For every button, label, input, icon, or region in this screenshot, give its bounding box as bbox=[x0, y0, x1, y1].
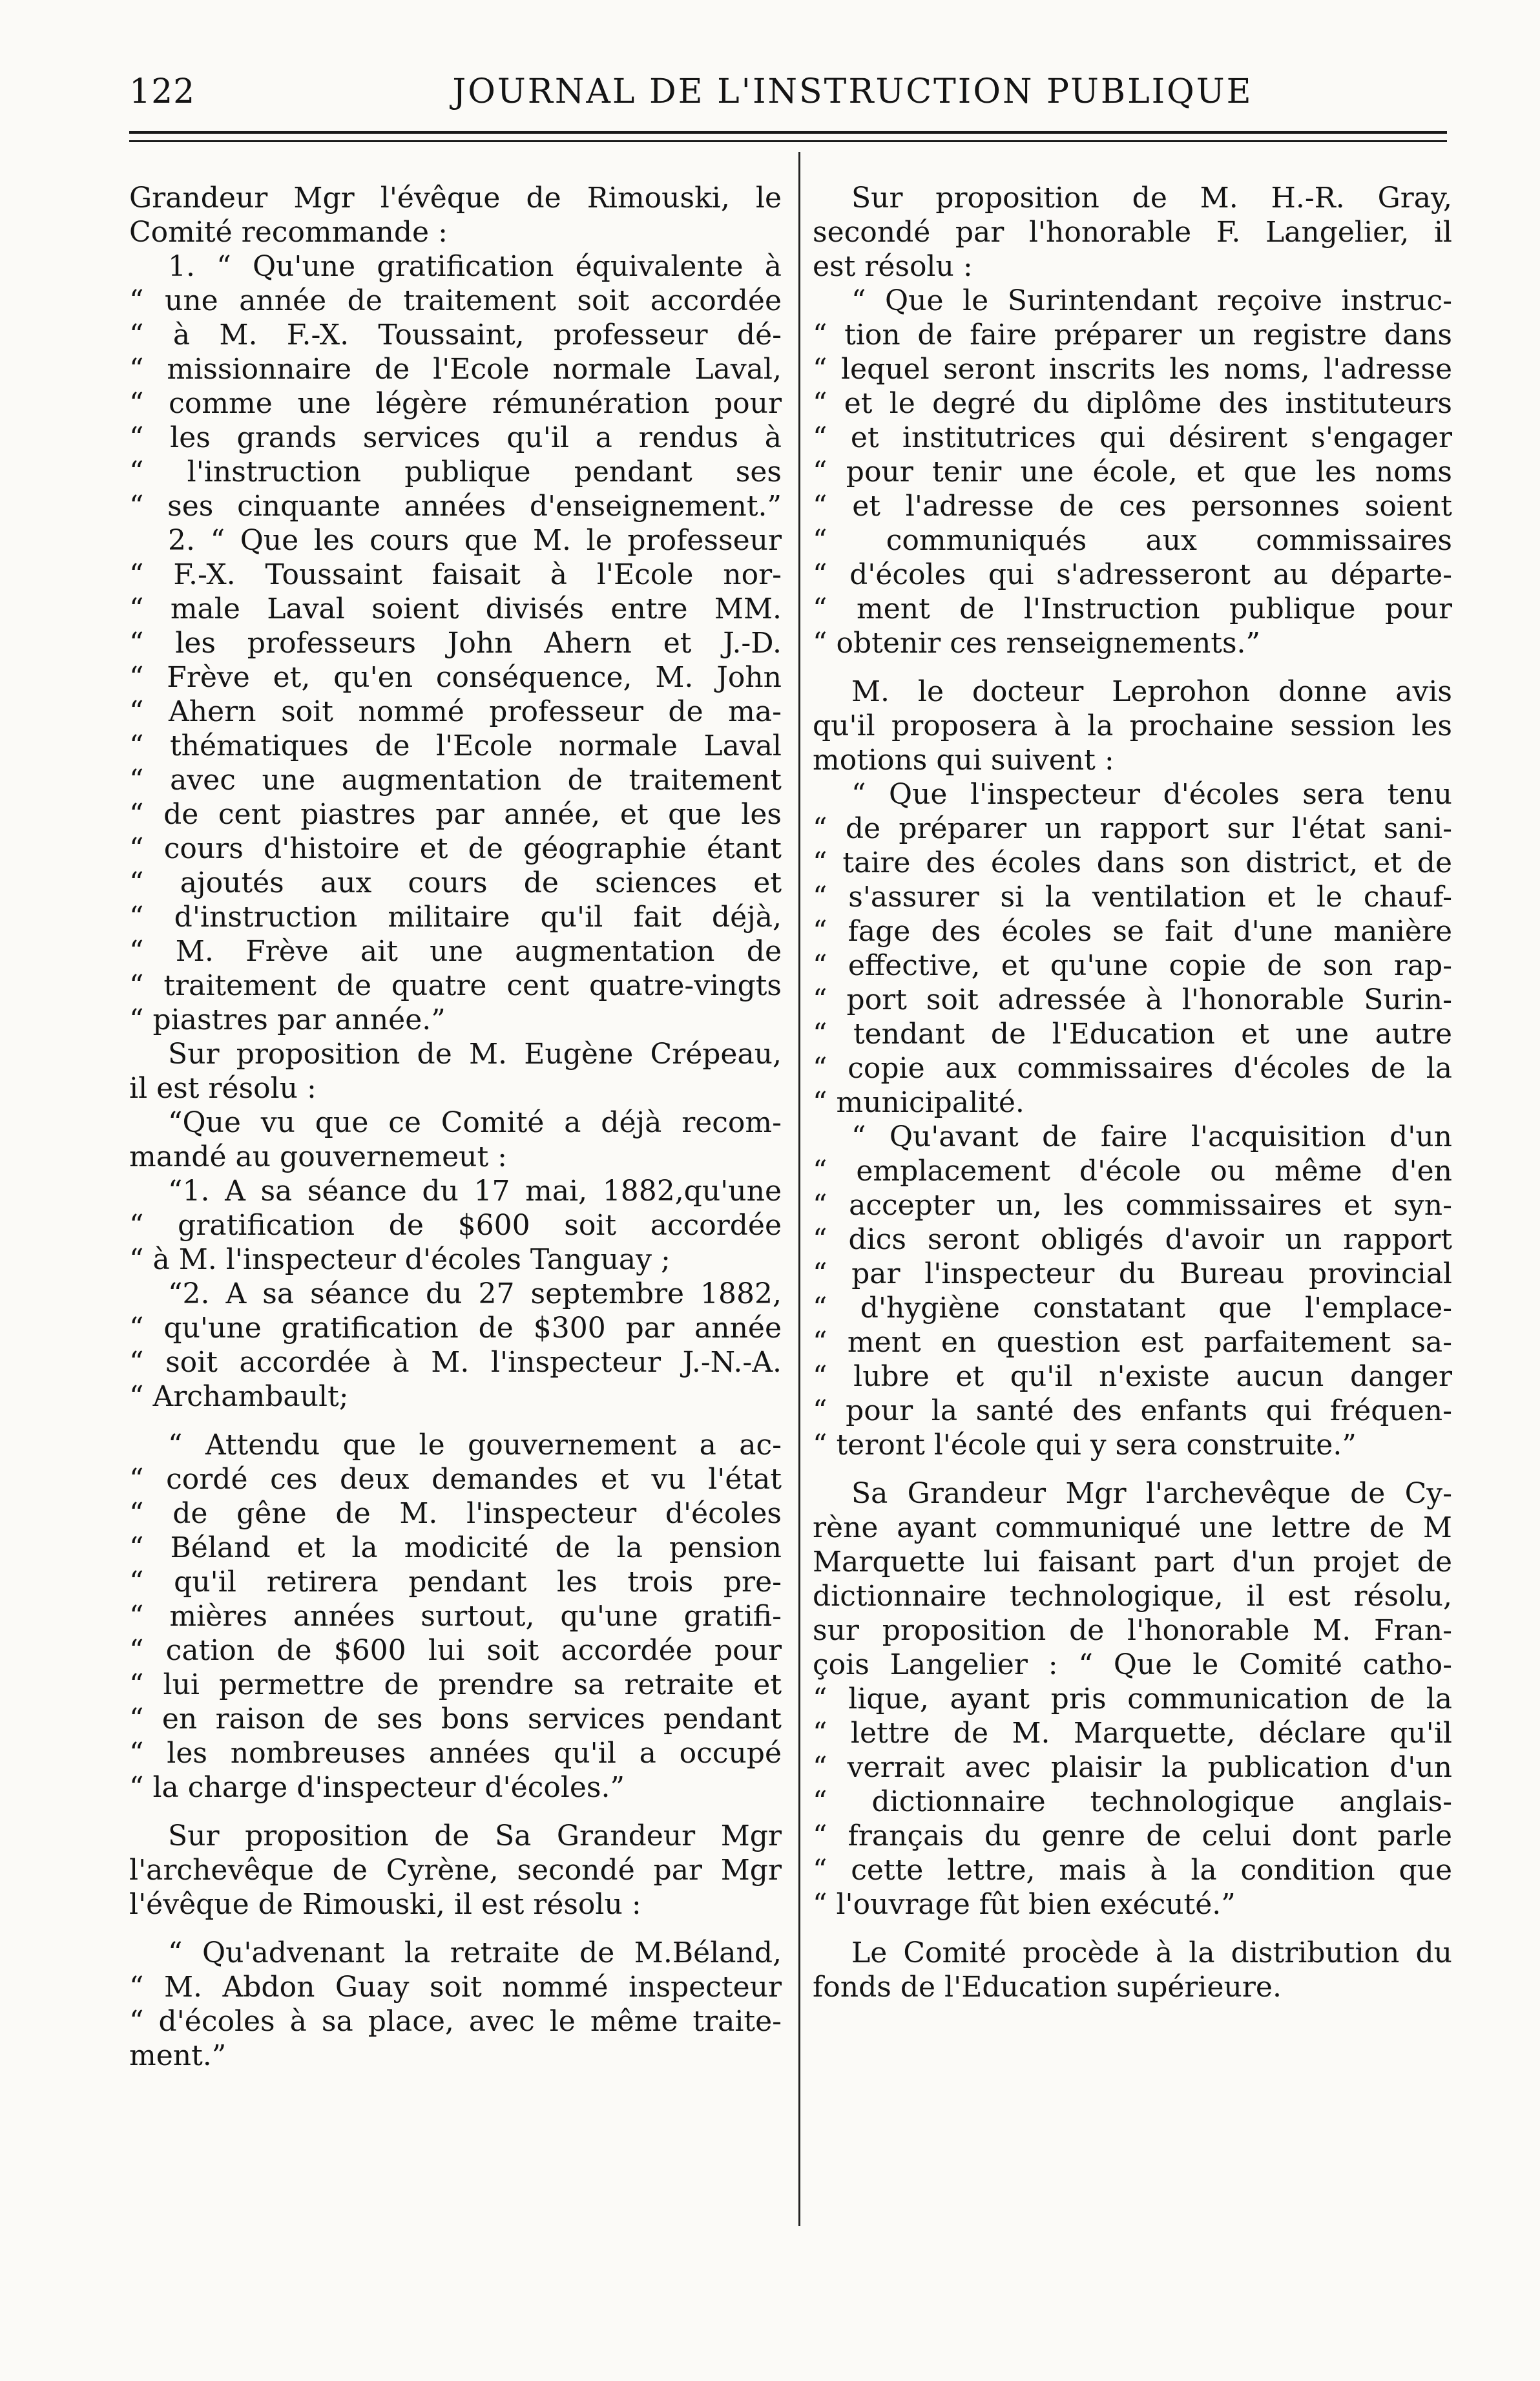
text-line: M. le docteur Leprohon donne avis bbox=[851, 675, 1452, 708]
text-line: secondé par l'honorable F. Langelier, il bbox=[813, 216, 1452, 249]
text-line: “ les professeurs John Ahern et J.-D. bbox=[129, 627, 782, 660]
header-rule-bottom bbox=[129, 140, 1447, 142]
text-line: 2. “ Que les cours que M. le professeur bbox=[168, 524, 782, 557]
text-line: “ ses cinquante années d'enseignement.” bbox=[129, 490, 782, 523]
text-line: “ à M. l'inspecteur d'écoles Tanguay ; bbox=[129, 1243, 671, 1276]
text-line: Le Comité procède à la distribution du bbox=[851, 1936, 1452, 1969]
text-line: “ ment de l'Instruction publique pour bbox=[813, 593, 1452, 625]
text-line: Comité recommande : bbox=[129, 216, 448, 249]
text-line: “ Béland et la modicité de la pension bbox=[129, 1531, 782, 1564]
text-line: “ Archambault; bbox=[129, 1380, 349, 1413]
text-line: “ d'écoles à sa place, avec le même traite- bbox=[129, 2005, 782, 2038]
paragraph-gap bbox=[813, 660, 1452, 675]
text-line: “ tion de faire préparer un registre dans bbox=[813, 319, 1452, 351]
text-line: “ accepter un, les commissaires et syn- bbox=[813, 1189, 1452, 1222]
text-line: “ male Laval soient divisés entre MM. bbox=[129, 593, 782, 625]
text-line: l'évêque de Rimouski, il est résolu : bbox=[129, 1888, 641, 1921]
text-line: “ Attendu que le gouvernement a ac- bbox=[168, 1429, 782, 1462]
text-line: “ de gêne de M. l'inspecteur d'écoles bbox=[129, 1497, 782, 1530]
text-line: “ en raison de ses bons services pendant bbox=[129, 1703, 782, 1736]
text-line: “ pour la santé des enfants qui fréquen- bbox=[813, 1394, 1452, 1427]
paragraph-gap bbox=[813, 1462, 1452, 1476]
text-line: “ lettre de M. Marquette, déclare qu'il bbox=[813, 1717, 1452, 1750]
text-line: “ la charge d'inspecteur d'écoles.” bbox=[129, 1771, 625, 1804]
text-line: rène ayant communiqué une lettre de M bbox=[813, 1511, 1452, 1544]
text-line: “ verrait avec plaisir la publication d'un bbox=[813, 1751, 1452, 1784]
text-line: “ thématiques de l'Ecole normale Laval bbox=[129, 729, 782, 762]
text-line: il est résolu : bbox=[129, 1072, 317, 1105]
text-line: “ F.-X. Toussaint faisait à l'Ecole nor- bbox=[129, 558, 782, 591]
text-line: Sur proposition de M. H.-R. Gray, bbox=[851, 182, 1452, 215]
text-line: “ piastres par année.” bbox=[129, 1003, 446, 1036]
text-line: “ et institutrices qui désirent s'engager bbox=[813, 421, 1452, 454]
text-line: sur proposition de l'honorable M. Fran- bbox=[813, 1614, 1452, 1647]
text-line: mandé au gouvernemeut : bbox=[129, 1140, 507, 1173]
right-column bbox=[813, 181, 1452, 2004]
text-line: l'archevêque de Cyrène, secondé par Mgr bbox=[129, 1854, 782, 1887]
text-line: Grandeur Mgr l'évêque de Rimouski, le bbox=[129, 182, 782, 215]
text-line: “ missionnaire de l'Ecole normale Laval, bbox=[129, 353, 782, 386]
text-line: “ copie aux commissaires d'écoles de la bbox=[813, 1052, 1452, 1085]
page-number: 122 bbox=[129, 72, 196, 111]
text-line: “ par l'inspecteur du Bureau provincial bbox=[813, 1257, 1452, 1290]
text-line: “ tendant de l'Education et une autre bbox=[813, 1018, 1452, 1051]
text-line: “ qu'une gratification de $300 par année bbox=[129, 1312, 782, 1345]
text-line: “ emplacement d'école ou même d'en bbox=[813, 1155, 1452, 1188]
text-line: 1. “ Qu'une gratification équivalente à bbox=[168, 250, 782, 283]
text-line: “ taire des écoles dans son district, et de bbox=[813, 846, 1452, 879]
text-line: “ lequel seront inscrits les noms, l'adresse bbox=[813, 353, 1452, 386]
text-line: “ de préparer un rapport sur l'état sani- bbox=[813, 812, 1452, 845]
running-title: JOURNAL DE L'INSTRUCTION PUBLIQUE bbox=[452, 72, 1253, 111]
text-line: “1. A sa séance du 17 mai, 1882,qu'une bbox=[168, 1175, 782, 1208]
text-line: “ cation de $600 lui soit accordée pour bbox=[129, 1634, 782, 1667]
text-line: “ communiqués aux commissaires bbox=[813, 524, 1452, 557]
text-line: “ et l'adresse de ces personnes soient bbox=[813, 490, 1452, 523]
text-line: “2. A sa séance du 27 septembre 1882, bbox=[168, 1277, 782, 1310]
text-line: “ ajoutés aux cours de sciences et bbox=[129, 866, 782, 899]
text-line: “ traitement de quatre cent quatre-vingts bbox=[129, 969, 782, 1002]
text-line: “ cette lettre, mais à la condition que bbox=[813, 1854, 1452, 1887]
text-line: “ comme une légère rémunération pour bbox=[129, 387, 782, 420]
header-rule-top bbox=[129, 131, 1447, 134]
text-line: “ français du genre de celui dont parle bbox=[813, 1820, 1452, 1852]
text-line: “ dictionnaire technologique anglais- bbox=[813, 1785, 1452, 1818]
text-line: “ s'assurer si la ventilation et le chauf- bbox=[813, 881, 1452, 914]
text-line: “ avec une augmentation de traitement bbox=[129, 764, 782, 797]
text-line: “ d'écoles qui s'adresseront au départe- bbox=[813, 558, 1452, 591]
left-column bbox=[129, 181, 782, 2073]
text-line: “ d'hygiène constatant que l'emplace- bbox=[813, 1292, 1452, 1325]
page-header bbox=[129, 72, 1447, 118]
text-line: “ les nombreuses années qu'il a occupé bbox=[129, 1737, 782, 1770]
text-line: motions qui suivent : bbox=[813, 744, 1114, 777]
text-line: Marquette lui faisant part d'un projet de bbox=[813, 1546, 1452, 1579]
text-line: “ M. Abdon Guay soit nommé inspecteur bbox=[129, 1971, 782, 2004]
paragraph-gap bbox=[129, 1414, 782, 1428]
text-line: “ fage des écoles se fait d'une manière bbox=[813, 915, 1452, 948]
text-line: “ cordé ces deux demandes et vu l'état bbox=[129, 1463, 782, 1496]
text-line: “ et le degré du diplôme des instituteurs bbox=[813, 387, 1452, 420]
text-line: Sur proposition de Sa Grandeur Mgr bbox=[168, 1820, 782, 1852]
text-line: “ soit accordée à M. l'inspecteur J.-N.-A. bbox=[129, 1346, 782, 1379]
text-line: “ l'ouvrage fût bien exécuté.” bbox=[813, 1888, 1236, 1921]
text-line: “ les grands services qu'il a rendus à bbox=[129, 421, 782, 454]
text-line: “ à M. F.-X. Toussaint, professeur dé- bbox=[129, 319, 782, 351]
paragraph-gap bbox=[129, 1805, 782, 1819]
paragraph-gap bbox=[813, 1922, 1452, 1936]
text-line: “ lubre et qu'il n'existe aucun danger bbox=[813, 1360, 1452, 1393]
text-line: “ Qu'advenant la retraite de M.Béland, bbox=[168, 1936, 782, 1969]
text-line: “ ment en question est parfaitement sa- bbox=[813, 1326, 1452, 1359]
text-line: “ Ahern soit nommé professeur de ma- bbox=[129, 695, 782, 728]
column-divider bbox=[798, 152, 800, 2226]
text-line: “ municipalité. bbox=[813, 1086, 1025, 1119]
text-line: “ teront l'école qui y sera construite.” bbox=[813, 1429, 1357, 1462]
text-line: dictionnaire technologique, il est résolu, bbox=[813, 1580, 1452, 1613]
text-line: “ lui permettre de prendre sa retraite et bbox=[129, 1668, 782, 1701]
text-line: “ qu'il retirera pendant les trois pre- bbox=[129, 1566, 782, 1599]
text-line: “ dics seront obligés d'avoir un rapport bbox=[813, 1223, 1452, 1256]
text-line: “ port soit adressée à l'honorable Surin- bbox=[813, 983, 1452, 1016]
text-line: “ Que l'inspecteur d'écoles sera tenu bbox=[851, 778, 1452, 811]
text-line: fonds de l'Education supérieure. bbox=[813, 1971, 1282, 2004]
text-line: “Que vu que ce Comité a déjà recom- bbox=[168, 1106, 782, 1139]
text-line: Sur proposition de M. Eugène Crépeau, bbox=[168, 1038, 782, 1071]
text-line: “ l'instruction publique pendant ses bbox=[129, 456, 782, 488]
text-line: “ Que le Surintendant reçoive instruc- bbox=[851, 284, 1452, 317]
text-line: çois Langelier : “ Que le Comité catho- bbox=[813, 1648, 1452, 1681]
text-line: “ mières années surtout, qu'une gratifi- bbox=[129, 1600, 782, 1633]
text-line: “ Qu'avant de faire l'acquisition d'un bbox=[851, 1120, 1452, 1153]
text-line: qu'il proposera à la prochaine session les bbox=[813, 709, 1452, 742]
text-line: “ lique, ayant pris communication de la bbox=[813, 1683, 1452, 1715]
text-line: “ de cent piastres par année, et que les bbox=[129, 798, 782, 831]
text-line: “ obtenir ces renseignements.” bbox=[813, 627, 1261, 660]
text-line: est résolu : bbox=[813, 250, 973, 283]
text-line: “ Frève et, qu'en conséquence, M. John bbox=[129, 661, 782, 694]
text-line: “ gratification de $600 soit accordée bbox=[129, 1209, 782, 1242]
text-line: “ M. Frève ait une augmentation de bbox=[129, 935, 782, 968]
text-line: Sa Grandeur Mgr l'archevêque de Cy- bbox=[851, 1477, 1452, 1510]
text-line: “ cours d'histoire et de géographie étant bbox=[129, 832, 782, 865]
text-line: ment.” bbox=[129, 2039, 227, 2072]
text-line: “ d'instruction militaire qu'il fait déjà, bbox=[129, 901, 782, 934]
paragraph-gap bbox=[129, 1922, 782, 1936]
text-line: “ pour tenir une école, et que les noms bbox=[813, 456, 1452, 488]
text-line: “ une année de traitement soit accordée bbox=[129, 284, 782, 317]
text-line: “ effective, et qu'une copie de son rap- bbox=[813, 949, 1452, 982]
